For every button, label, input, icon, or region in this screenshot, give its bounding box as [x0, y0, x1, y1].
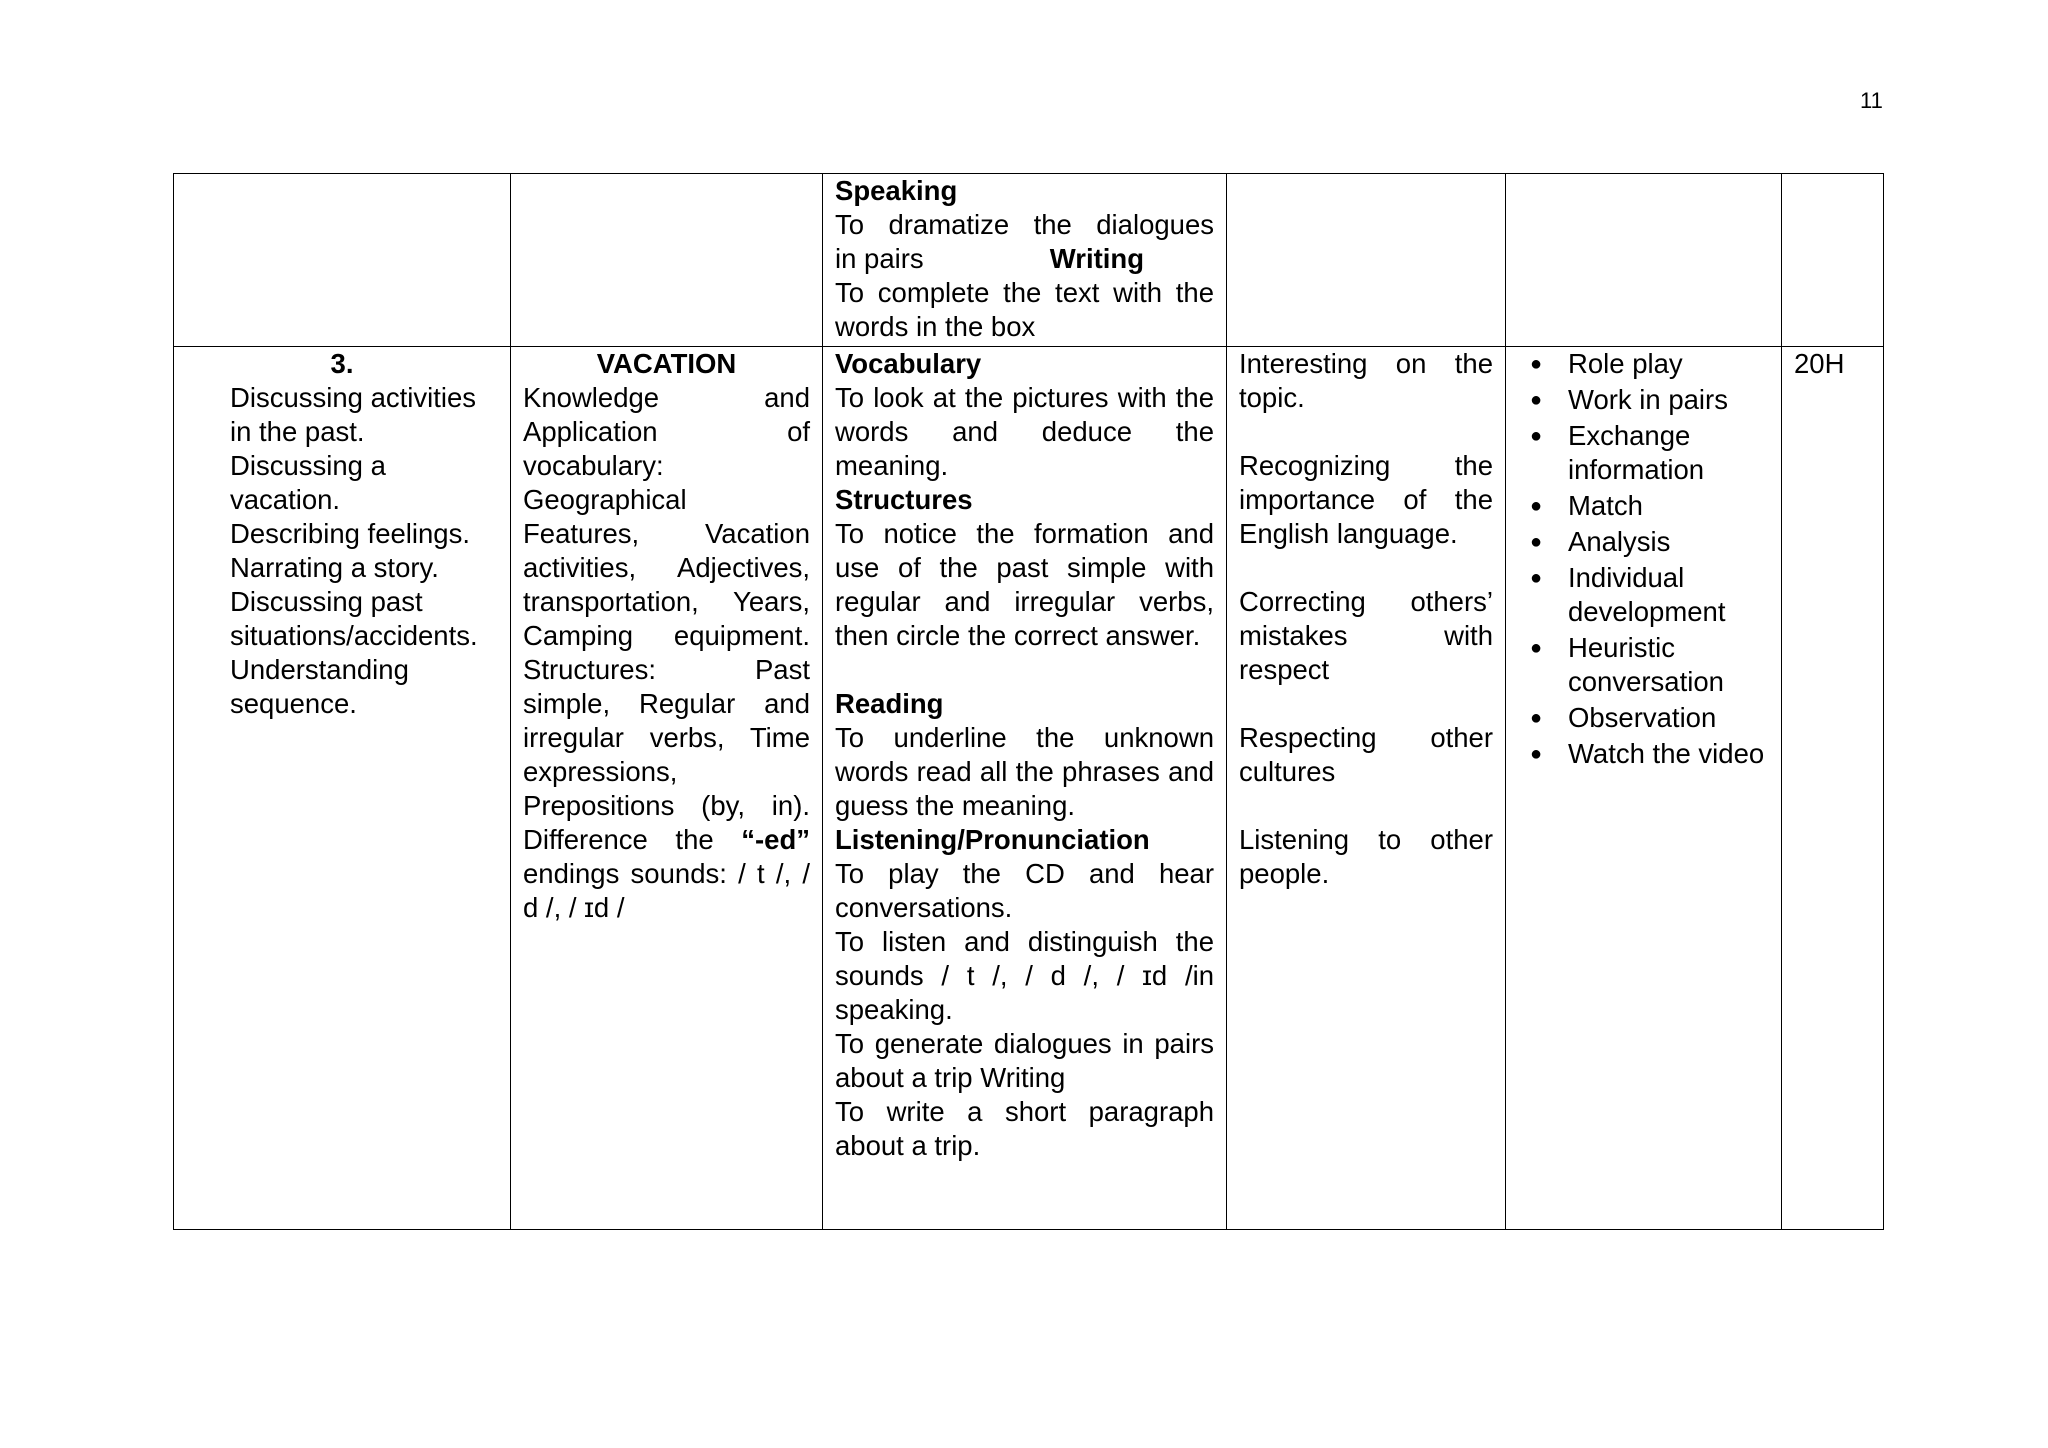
list-item [1530, 701, 1769, 735]
value-item: Recognizing the importance of the English language. [1239, 450, 1493, 549]
value-item: Correcting others’ mistakes with respect [1239, 586, 1493, 685]
bullet-icon: ● [1530, 353, 1543, 375]
table-row [174, 174, 1884, 347]
bullet-icon: ● [1530, 707, 1543, 729]
reading-text: To underline the unknown words read all the phrases and guess the meaning. [835, 722, 1214, 821]
structures-text: To notice the formation and use of the past simple with regular and irregular verbs, then circle the correct answer. [835, 518, 1214, 651]
activities-cell [823, 174, 1227, 347]
content-cell-empty [511, 174, 823, 347]
bullet-icon: ● [1530, 425, 1543, 447]
table-row [174, 347, 1884, 1230]
method-label: Watch the video [1568, 738, 1765, 769]
hours-cell [1782, 347, 1884, 1230]
method-label: Heuristic conversation [1568, 632, 1724, 697]
method-label: Work in pairs [1568, 384, 1728, 415]
writing-text: To complete the text with the words in the box [835, 277, 1214, 342]
listening-text-1: To play the CD and hear conversations. [835, 858, 1214, 923]
speaking-heading: Speaking [835, 175, 958, 206]
content-text-2: endings sounds: / t /, / d /, / ɪd / [523, 858, 810, 923]
spacer [1239, 789, 1493, 823]
bullet-icon: ● [1530, 389, 1543, 411]
list-item [1530, 383, 1769, 417]
bullet-icon: ● [1530, 567, 1543, 589]
method-label: Match [1568, 490, 1643, 521]
list-item [1530, 561, 1769, 629]
spacer [1239, 687, 1493, 721]
list-item [1530, 737, 1769, 771]
objectives-cell [174, 347, 511, 1230]
method-label: Individual development [1568, 562, 1726, 627]
objective-item: Describing feelings. [230, 518, 470, 549]
spacer [1239, 551, 1493, 585]
bullet-icon: ● [1530, 637, 1543, 659]
listening-text-3: To generate dialogues in pairs about a trip Writing [835, 1028, 1214, 1093]
content-text [523, 381, 810, 925]
content-text-1: Knowledge and Application of vocabulary: Geographical Features, Vacation activities, Adjectives, transportation, Years, Camping equipment. Structures: Past simple, Regular and irregular verbs, Time expressions, Prepositions (by, in). Difference the [523, 382, 810, 855]
structures-heading: Structures [835, 484, 973, 515]
methods-cell [1506, 347, 1782, 1230]
method-label: Observation [1568, 702, 1717, 733]
value-item: Interesting on the topic. [1239, 348, 1493, 413]
speaking-text-a: To dramatize the dialogues [835, 209, 1214, 240]
listening-text-2: To listen and distinguish the sounds / t /, / d /, / ɪd /in speaking. [835, 926, 1214, 1025]
vocabulary-text: To look at the pictures with the words and deduce the meaning. [835, 382, 1214, 481]
spacer [835, 653, 1214, 687]
bullet-icon: ● [1530, 743, 1543, 765]
activities-cell [823, 347, 1227, 1230]
bullet-icon: ● [1530, 495, 1543, 517]
objective-item: Narrating a story. [230, 552, 439, 583]
objectives-list [186, 381, 498, 721]
list-item [1530, 419, 1769, 487]
method-label: Role play [1568, 348, 1683, 379]
page-number: 11 [1860, 88, 1883, 113]
vocabulary-heading: Vocabulary [835, 348, 982, 379]
objectives-cell-empty [174, 174, 511, 347]
content-cell [511, 347, 823, 1230]
value-item: Respecting other cultures [1239, 722, 1493, 787]
speaking-text-b: in pairs [835, 243, 924, 274]
objective-item: Understanding sequence. [230, 654, 409, 719]
content-title: VACATION [596, 348, 737, 379]
objective-item: Discussing activities in the past. [230, 382, 477, 447]
method-label: Exchange information [1568, 420, 1705, 485]
methods-list [1518, 347, 1769, 771]
objective-item: Discussing a vacation. [230, 450, 386, 515]
hours-value: 20H [1794, 348, 1845, 379]
content-bold: “-ed” [741, 824, 810, 855]
writing-heading: Writing [1049, 243, 1144, 274]
writing-text: To write a short paragraph about a trip. [835, 1096, 1214, 1161]
value-item: Listening to other people. [1239, 824, 1493, 889]
unit-number: 3. [330, 348, 354, 379]
bullet-icon: ● [1530, 531, 1543, 553]
objective-item: Discussing past situations/accidents. [230, 586, 478, 651]
spacer [1239, 415, 1493, 449]
list-item [1530, 489, 1769, 523]
method-label: Analysis [1568, 526, 1671, 557]
listening-heading: Listening/Pronunciation [835, 824, 1150, 855]
curriculum-table [173, 173, 1884, 1230]
values-cell-empty [1227, 174, 1506, 347]
list-item [1530, 347, 1769, 381]
list-item [1530, 525, 1769, 559]
speaking-line-b [835, 242, 1214, 276]
list-item [1530, 631, 1769, 699]
hours-cell-empty [1782, 174, 1884, 347]
reading-heading: Reading [835, 688, 944, 719]
methods-cell-empty [1506, 174, 1782, 347]
values-cell [1227, 347, 1506, 1230]
